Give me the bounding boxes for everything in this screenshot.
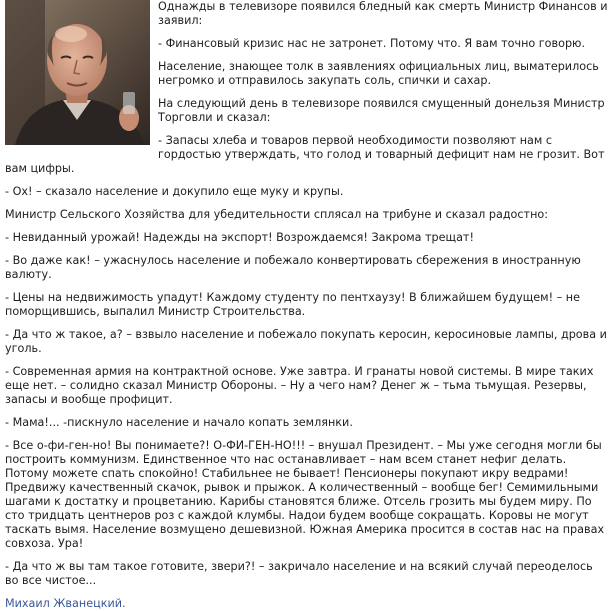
author-link[interactable]: Михаил Жванецкий.: [5, 597, 126, 610]
author-line: [5, 597, 609, 611]
paragraph: - Финансовый кризис нас не затронет. Потому что. Я вам точно говорю.: [158, 37, 586, 50]
paragraph: - Современная армия на контрактной основе. Уже завтра. И гранаты новой системы. В мире таких еще нет. – солидно сказал Министр Обороны. – Ну а чего нам? Денег ж – тьма тьмущая. Резервы, запасы и вообще профицит.: [5, 365, 594, 406]
paragraph: - Запасы хлеба и товаров первой необходимости позволяют нам с гордостью утверждать, что голод и товарный дефицит нам не грозит. Вот вам цифры.: [5, 134, 605, 175]
post-body: [5, 0, 609, 611]
paragraph: - Мама!... -пискнуло население и начало копать землянки.: [5, 416, 353, 429]
paragraph: - Да что ж такое, а? – взвыло население и побежало покупать керосин, керосиновые лампы, дрова и уголь.: [5, 328, 607, 355]
paragraph: - Все о-фи-ген-но! Вы понимаете?! О-ФИ-ГЕН-НО!!! – внушал Президент. – Мы уже сегодня могли бы построить коммунизм. Единственное что нас останавливает – нам всем станет нефиг делать. Потому можете спать спокойно! Стабильнее не бывает! Пенсионеры покупают икру ведрами! Предвижу качественный скачок, рывок и прыжок. А количественный – вообще бег! Семимильными шагами к достатку и процветанию. Карибы становятся ближе. Отсель грозить мы будем миру. По сто тридцать центнеров роз с каждой клумбы. Надои будем вообще сокращать. Коровы не могут таскать вымя. Население возмущено дешевизной. Южная Америка просится в состав нас на правах совхоза. Ура!: [5, 439, 605, 550]
paragraph: На следующий день в телевизоре появился смущенный донельзя Министр Торговли и сказал:: [158, 97, 605, 124]
paragraph: Однажды в телевизоре появился бледный как смерть Министр Финансов и заявил:: [158, 0, 608, 27]
author-photo[interactable]: [5, 0, 150, 145]
paragraph: - Да что ж вы там такое готовите, звери?! – закричало население и на всякий случай переоделось во все чистое...: [5, 560, 593, 587]
paragraph: Министр Сельского Хозяйства для убедительности сплясал на трибуне и сказал радостно:: [5, 208, 548, 221]
paragraph: - Невиданный урожай! Надежды на экспорт! Возрождаемся! Закрома трещат!: [5, 231, 474, 244]
paragraph: - Ох! – сказало население и докупило еще муку и крупы.: [5, 185, 344, 198]
paragraph: - Цены на недвижимость упадут! Каждому студенту по пентхаузу! В ближайшем будущем! – не поморщившись, выпалил Министр Строительства.: [5, 291, 580, 318]
portrait-photo-icon: [5, 0, 150, 145]
paragraph: - Во даже как! – ужаснулось население и побежало конвертировать сбережения в иностранную валюту.: [5, 254, 581, 281]
paragraph: Население, знающее толк в заявлениях официальных лиц, выматерилось негромко и отправилось закупать соль, спички и сахар.: [158, 60, 599, 87]
